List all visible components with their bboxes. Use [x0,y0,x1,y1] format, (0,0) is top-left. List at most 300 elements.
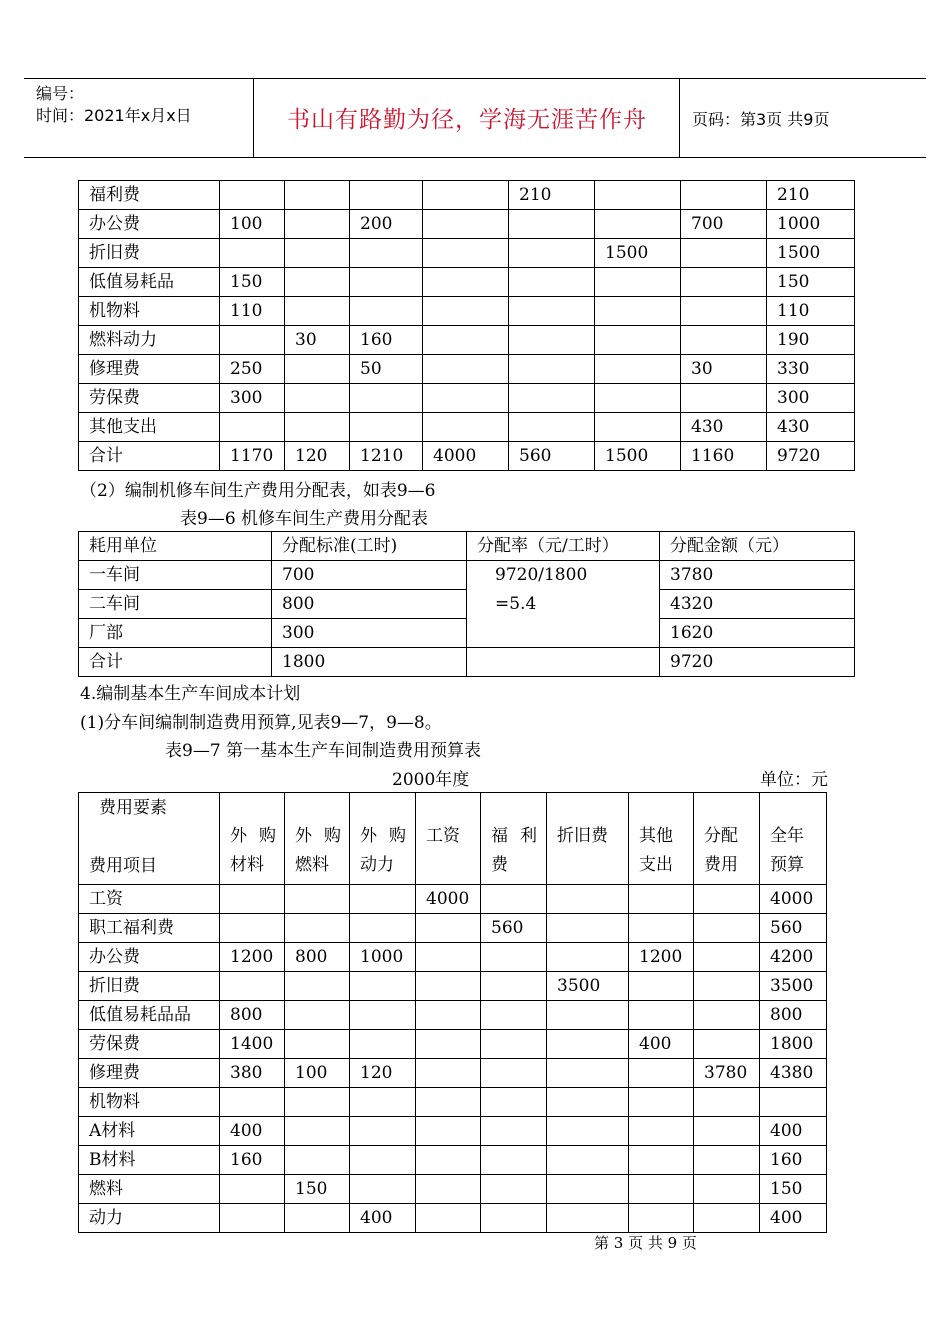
table-row [79,1088,827,1117]
table-cell [350,1117,416,1146]
table-cell [350,384,423,413]
table-cell [681,326,767,355]
corner-header-bottom: 费用项目 [89,856,157,876]
table-cell [547,1088,629,1117]
table-cell: 800 [272,590,467,619]
paragraph-allocation-intro: （2）编制机修车间生产费用分配表，如表9—6 [80,481,436,501]
page-footer: 第 3 页 共 9 页 [594,1234,697,1252]
table-cell: 1800 [760,1030,827,1059]
column-header-line [491,825,537,847]
table-cell [481,1117,547,1146]
table-cell [416,943,481,972]
table-cell: 办公费 [79,943,220,972]
table-row [79,384,855,413]
table-cell: 动力 [79,1204,220,1233]
table-cell: 燃料 [79,1175,220,1204]
page-header [24,78,926,158]
table-cell [416,1030,481,1059]
table-cell [416,1059,481,1088]
table-cell [629,1175,694,1204]
table-cell [220,914,285,943]
table-cell: 1500 [595,442,681,471]
table-cell [595,268,681,297]
table-cell: 300 [220,384,285,413]
table-cell: 100 [220,210,285,239]
table-9-7-caption: 表9—7 第一基本生产车间制造费用预算表 [165,741,482,761]
table-cell [629,1088,694,1117]
table-cell: 福利费 [79,181,220,210]
table-cell: 劳保费 [79,384,220,413]
table-cell: 9720 [660,648,855,677]
table-cell [220,1204,285,1233]
column-header-line [295,825,341,847]
column-header-char: 利 [520,826,537,846]
table-cell [423,268,509,297]
table-row [79,181,855,210]
table-cell [285,885,350,914]
table-cell [416,1001,481,1030]
table-cell: 800 [760,1001,827,1030]
table-cell: 700 [681,210,767,239]
paragraph-budget-intro: (1)分车间编制制造费用预算,见表9—7，9—8。 [80,713,442,733]
table-cell [423,297,509,326]
serial-label: 编号： [36,84,85,103]
table-cell: 160 [220,1146,285,1175]
column-header-char: 购 [259,826,276,846]
table-cell [481,1088,547,1117]
table-cell: 其他支出 [79,413,220,442]
table-cell: 250 [220,355,285,384]
table-cell [481,1175,547,1204]
table-cell: 30 [681,355,767,384]
table-cell: 1170 [220,442,285,471]
column-header-cell [760,793,827,885]
table-cell [629,1117,694,1146]
table-cell: 400 [220,1117,285,1146]
table-9-7-unit: 单位：元 [760,770,828,790]
table-row [79,1030,827,1059]
table-cell [423,326,509,355]
table-cell [285,1117,350,1146]
table-cell [285,239,350,268]
table-cell [509,413,595,442]
allocation-rate-cell [467,561,660,648]
table-cell: 150 [220,268,285,297]
table-cell: 560 [509,442,595,471]
table-cell [416,1088,481,1117]
table-cell: 9720 [767,442,855,471]
overhead-budget-table [78,792,827,1233]
table-cell: 210 [509,181,595,210]
column-header-cell [481,793,547,885]
table-cell [595,297,681,326]
table-row [79,268,855,297]
table-cell: 劳保费 [79,1030,220,1059]
table-cell [350,297,423,326]
column-header-line: 支出 [639,855,673,875]
column-header-char: 福 [491,826,508,846]
table-cell [423,239,509,268]
repair-allocation-table [78,531,855,677]
table-cell: 100 [285,1059,350,1088]
table-cell [350,413,423,442]
table-cell [423,181,509,210]
table-cell [547,1204,629,1233]
table-row [79,972,827,1001]
table-cell [481,1204,547,1233]
table-cell [547,1030,629,1059]
table-cell: 1210 [350,442,423,471]
table-cell: 400 [629,1030,694,1059]
table-cell: 560 [481,914,547,943]
table-cell [694,1175,760,1204]
table-cell: 1160 [681,442,767,471]
table-cell [509,326,595,355]
column-header-line: 全年 [770,826,804,846]
table-cell [694,885,760,914]
column-header-line [557,854,628,876]
table-cell [481,1030,547,1059]
table-cell [481,943,547,972]
table-cell [694,914,760,943]
table-row [79,326,855,355]
table-cell [285,413,350,442]
table-cell [416,972,481,1001]
table-row [79,355,855,384]
table-cell: 30 [285,326,350,355]
table-cell [547,1146,629,1175]
table-cell [694,972,760,1001]
table-cell [220,181,285,210]
table-cell [694,943,760,972]
table-cell [681,239,767,268]
table-cell: 210 [767,181,855,210]
table-cell [481,1059,547,1088]
header-divider [679,79,680,157]
table-cell [285,1030,350,1059]
table-cell: A材料 [79,1117,220,1146]
time-label: 时间：2021年x月x日 [36,106,192,125]
table-cell [285,1001,350,1030]
table-cell: 合计 [79,442,220,471]
table-cell: 400 [760,1117,827,1146]
table-cell: 110 [220,297,285,326]
table-row [79,914,827,943]
column-header-line: 燃料 [295,855,329,875]
table-row [79,239,855,268]
table-cell: 修理费 [79,355,220,384]
table-cell: 1200 [629,943,694,972]
table-cell: 190 [767,326,855,355]
table-cell [423,355,509,384]
column-header-cell [694,793,760,885]
table-cell [481,972,547,1001]
table-cell [694,1088,760,1117]
column-header-char: 外 [360,826,377,846]
column-header-line: 工资 [426,826,460,846]
table-row [79,1146,827,1175]
table-cell [595,326,681,355]
table-cell [467,648,660,677]
table-row [79,561,855,590]
table-cell: B材料 [79,1146,220,1175]
column-header-cell [220,793,285,885]
table-cell [350,181,423,210]
table-cell [350,972,416,1001]
table-row [79,1117,827,1146]
table-cell [629,885,694,914]
table-cell [595,384,681,413]
paragraph-section-4: 4.编制基本生产车间成本计划 [80,684,301,704]
table-cell [285,384,350,413]
table-cell [285,181,350,210]
table-row [79,413,855,442]
table-cell: 工资 [79,885,220,914]
header-cell: 分配金额（元） [660,532,855,561]
table-cell: 150 [285,1175,350,1204]
column-header-line: 其他 [639,826,673,846]
table-cell [509,268,595,297]
table-cell [220,885,285,914]
table-cell: 800 [285,943,350,972]
table-cell [547,1117,629,1146]
column-header-line [426,854,480,876]
table-cell [595,413,681,442]
table-cell [350,1088,416,1117]
table-cell: 1500 [595,239,681,268]
header-page-number: 页码：第3页 共9页 [692,110,830,129]
table-cell: 430 [681,413,767,442]
table-cell [481,1146,547,1175]
table-cell [547,914,629,943]
table-cell [509,239,595,268]
table-cell [416,1146,481,1175]
table-cell: 120 [350,1059,416,1088]
table-cell: 3780 [694,1059,760,1088]
table-cell: 300 [272,619,467,648]
table-cell: 办公费 [79,210,220,239]
table-cell [220,1088,285,1117]
allocation-rate-value: =5.4 [495,594,537,614]
table-cell [285,297,350,326]
table-cell [681,384,767,413]
column-header-line [230,825,276,847]
table-cell: 200 [350,210,423,239]
header-cell: 分配标准(工时) [272,532,467,561]
table-cell [416,1175,481,1204]
table-cell [509,210,595,239]
table-cell: 3500 [760,972,827,1001]
table-cell: 4000 [760,885,827,914]
table-cell [423,413,509,442]
table-cell: 4380 [760,1059,827,1088]
table-cell [416,1117,481,1146]
table-cell [285,1204,350,1233]
table-cell: 机物料 [79,1088,220,1117]
table-row [79,885,827,914]
table-cell [629,972,694,1001]
table-cell [629,1204,694,1233]
table-cell [629,1059,694,1088]
table-cell: 3500 [547,972,629,1001]
table-cell [694,1030,760,1059]
table-cell: 700 [272,561,467,590]
table-row [79,1059,827,1088]
table-header-row [79,532,855,561]
table-cell: 厂部 [79,619,272,648]
table-cell [285,210,350,239]
column-header-char: 外 [295,826,312,846]
table-cell: 合计 [79,648,272,677]
corner-header-cell [79,793,220,885]
table-row [79,648,855,677]
table-cell [629,1001,694,1030]
table-cell [350,1146,416,1175]
table-cell: 4320 [660,590,855,619]
table-cell: 560 [760,914,827,943]
table-cell: 300 [767,384,855,413]
table-cell [681,181,767,210]
table-header-row [79,793,827,885]
table-cell: 1000 [767,210,855,239]
table-cell [285,268,350,297]
allocation-rate-formula: 9720/1800 [495,565,588,585]
table-cell [681,268,767,297]
table-cell: 400 [350,1204,416,1233]
table-cell [350,268,423,297]
table-9-6-caption: 表9—6 机修车间生产费用分配表 [180,509,429,529]
header-meta [36,83,192,127]
table-cell [423,210,509,239]
table-cell: 1400 [220,1030,285,1059]
table-row [79,297,855,326]
table-cell [220,326,285,355]
table-cell [285,1146,350,1175]
table-cell [416,1204,481,1233]
table-cell [509,384,595,413]
table-cell: 1200 [220,943,285,972]
table-cell: 1620 [660,619,855,648]
table-cell [350,1030,416,1059]
table-cell [416,914,481,943]
table-cell [220,413,285,442]
table-row [79,210,855,239]
table-row [79,1204,827,1233]
table-cell [681,297,767,326]
column-header-char: 外 [230,826,247,846]
table-cell: 燃料动力 [79,326,220,355]
table-cell: 低值易耗品 [79,268,220,297]
table-cell [481,1001,547,1030]
table-cell [509,297,595,326]
table-cell: 150 [760,1175,827,1204]
table-cell [350,1001,416,1030]
table-cell [595,181,681,210]
column-header-cell [416,793,481,885]
table-cell [285,355,350,384]
table-cell: 1800 [272,648,467,677]
column-header-cell [285,793,350,885]
column-header-line: 费 [491,855,508,875]
table-9-7-year: 2000年度 [392,770,470,790]
table-cell [509,355,595,384]
table-cell: 4200 [760,943,827,972]
table-cell [694,1117,760,1146]
table-cell: 120 [285,442,350,471]
table-cell [481,885,547,914]
table-cell [220,972,285,1001]
column-header-line: 费用 [704,855,738,875]
table-cell [547,1175,629,1204]
table-cell [595,355,681,384]
table-cell: 800 [220,1001,285,1030]
column-header-cell [350,793,416,885]
column-header-line: 折旧费 [557,826,608,846]
table-cell: 二车间 [79,590,272,619]
table-cell: 4000 [416,885,481,914]
table-cell [285,1088,350,1117]
table-cell [350,239,423,268]
table-cell [694,1146,760,1175]
table-cell: 折旧费 [79,239,220,268]
column-header-cell [547,793,629,885]
table-cell: 400 [760,1204,827,1233]
column-header-cell [629,793,694,885]
table-cell: 修理费 [79,1059,220,1088]
table-cell: 职工福利费 [79,914,220,943]
column-header-line [360,825,406,847]
header-cell: 分配率（元/工时） [467,532,660,561]
table-cell: 160 [350,326,423,355]
table-cell: 330 [767,355,855,384]
table-cell: 一车间 [79,561,272,590]
cost-table-continued [78,180,855,471]
table-cell [285,972,350,1001]
column-header-line: 分配 [704,826,738,846]
table-cell: 430 [767,413,855,442]
table-cell [547,1059,629,1088]
table-cell: 机物料 [79,297,220,326]
corner-header-top: 费用要素 [99,798,167,818]
table-cell [629,1146,694,1175]
table-cell [694,1204,760,1233]
column-header-line: 预算 [770,855,804,875]
table-cell: 1500 [767,239,855,268]
column-header-line: 动力 [360,855,394,875]
table-cell [547,943,629,972]
table-cell: 150 [767,268,855,297]
table-row [79,442,855,471]
column-header-line: 材料 [230,855,264,875]
table-cell [285,914,350,943]
column-header-char: 购 [324,826,341,846]
table-cell [694,1001,760,1030]
column-header-char: 购 [389,826,406,846]
table-cell: 50 [350,355,423,384]
table-cell [220,1175,285,1204]
table-cell [629,914,694,943]
table-cell: 折旧费 [79,972,220,1001]
table-cell: 160 [760,1146,827,1175]
table-row [79,1175,827,1204]
header-cell: 耗用单位 [79,532,272,561]
table-cell: 1000 [350,943,416,972]
table-cell: 110 [767,297,855,326]
table-row [79,943,827,972]
table-cell: 3780 [660,561,855,590]
table-cell: 380 [220,1059,285,1088]
table-cell [350,1175,416,1204]
